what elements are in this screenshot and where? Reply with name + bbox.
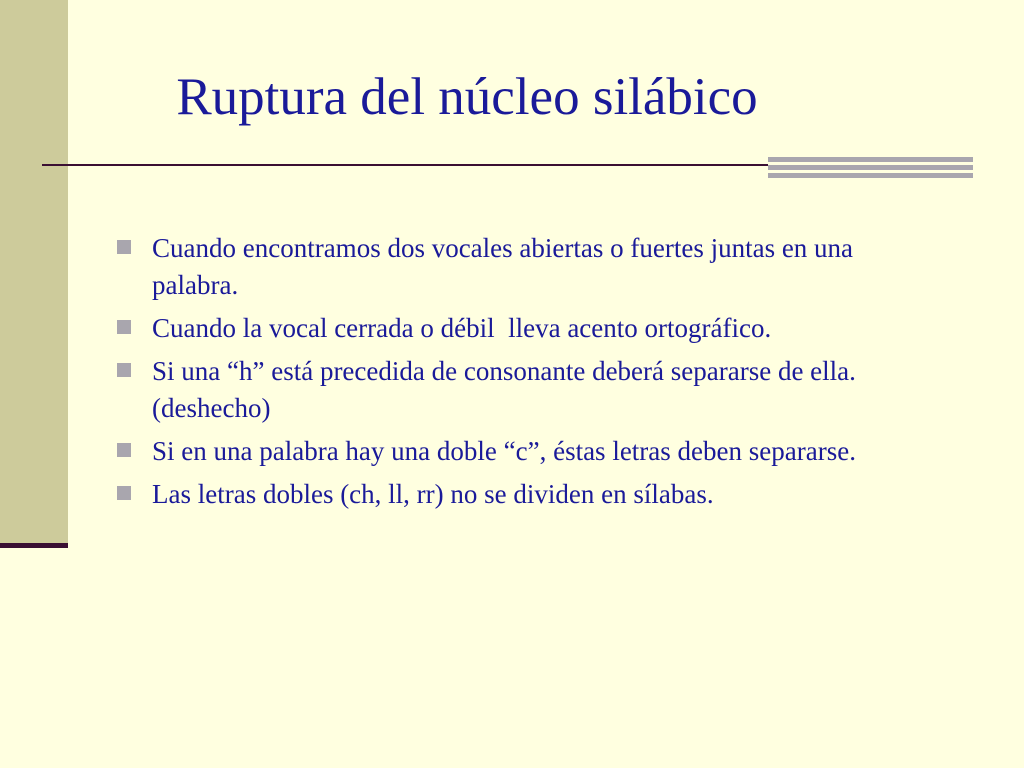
square-bullet-icon <box>117 240 131 254</box>
slide-title: Ruptura del núcleo silábico <box>176 68 758 126</box>
accent-bar-middle <box>768 165 973 170</box>
bullet-text: Cuando encontramos dos vocales abiertas o fuertes juntas en una palabra. <box>152 233 854 300</box>
bullet-text: Si en una palabra hay una doble “c”, éstas letras deben separarse. <box>152 436 856 466</box>
bullet-item <box>115 310 945 347</box>
accent-bar-bottom <box>768 173 973 178</box>
square-bullet-icon <box>117 486 131 500</box>
title-divider-line <box>42 164 768 166</box>
bullet-text: Cuando la vocal cerrada o débil lleva acento ortográfico. <box>152 313 772 343</box>
square-bullet-icon <box>117 320 131 334</box>
bullet-item <box>115 476 945 513</box>
title-divider-accent <box>768 157 973 179</box>
bullet-item <box>115 433 945 470</box>
left-band-underline <box>0 543 68 548</box>
square-bullet-icon <box>117 363 131 377</box>
bullet-text: Si una “h” está precedida de consonante deberá separarse de ella.(deshecho) <box>152 356 856 423</box>
accent-bar-top <box>768 157 973 162</box>
square-bullet-icon <box>117 443 131 457</box>
bullet-item <box>115 230 945 304</box>
bullet-list <box>115 230 945 519</box>
bullet-item <box>115 353 945 427</box>
bullet-text: Las letras dobles (ch, ll, rr) no se dividen en sílabas. <box>152 479 714 509</box>
